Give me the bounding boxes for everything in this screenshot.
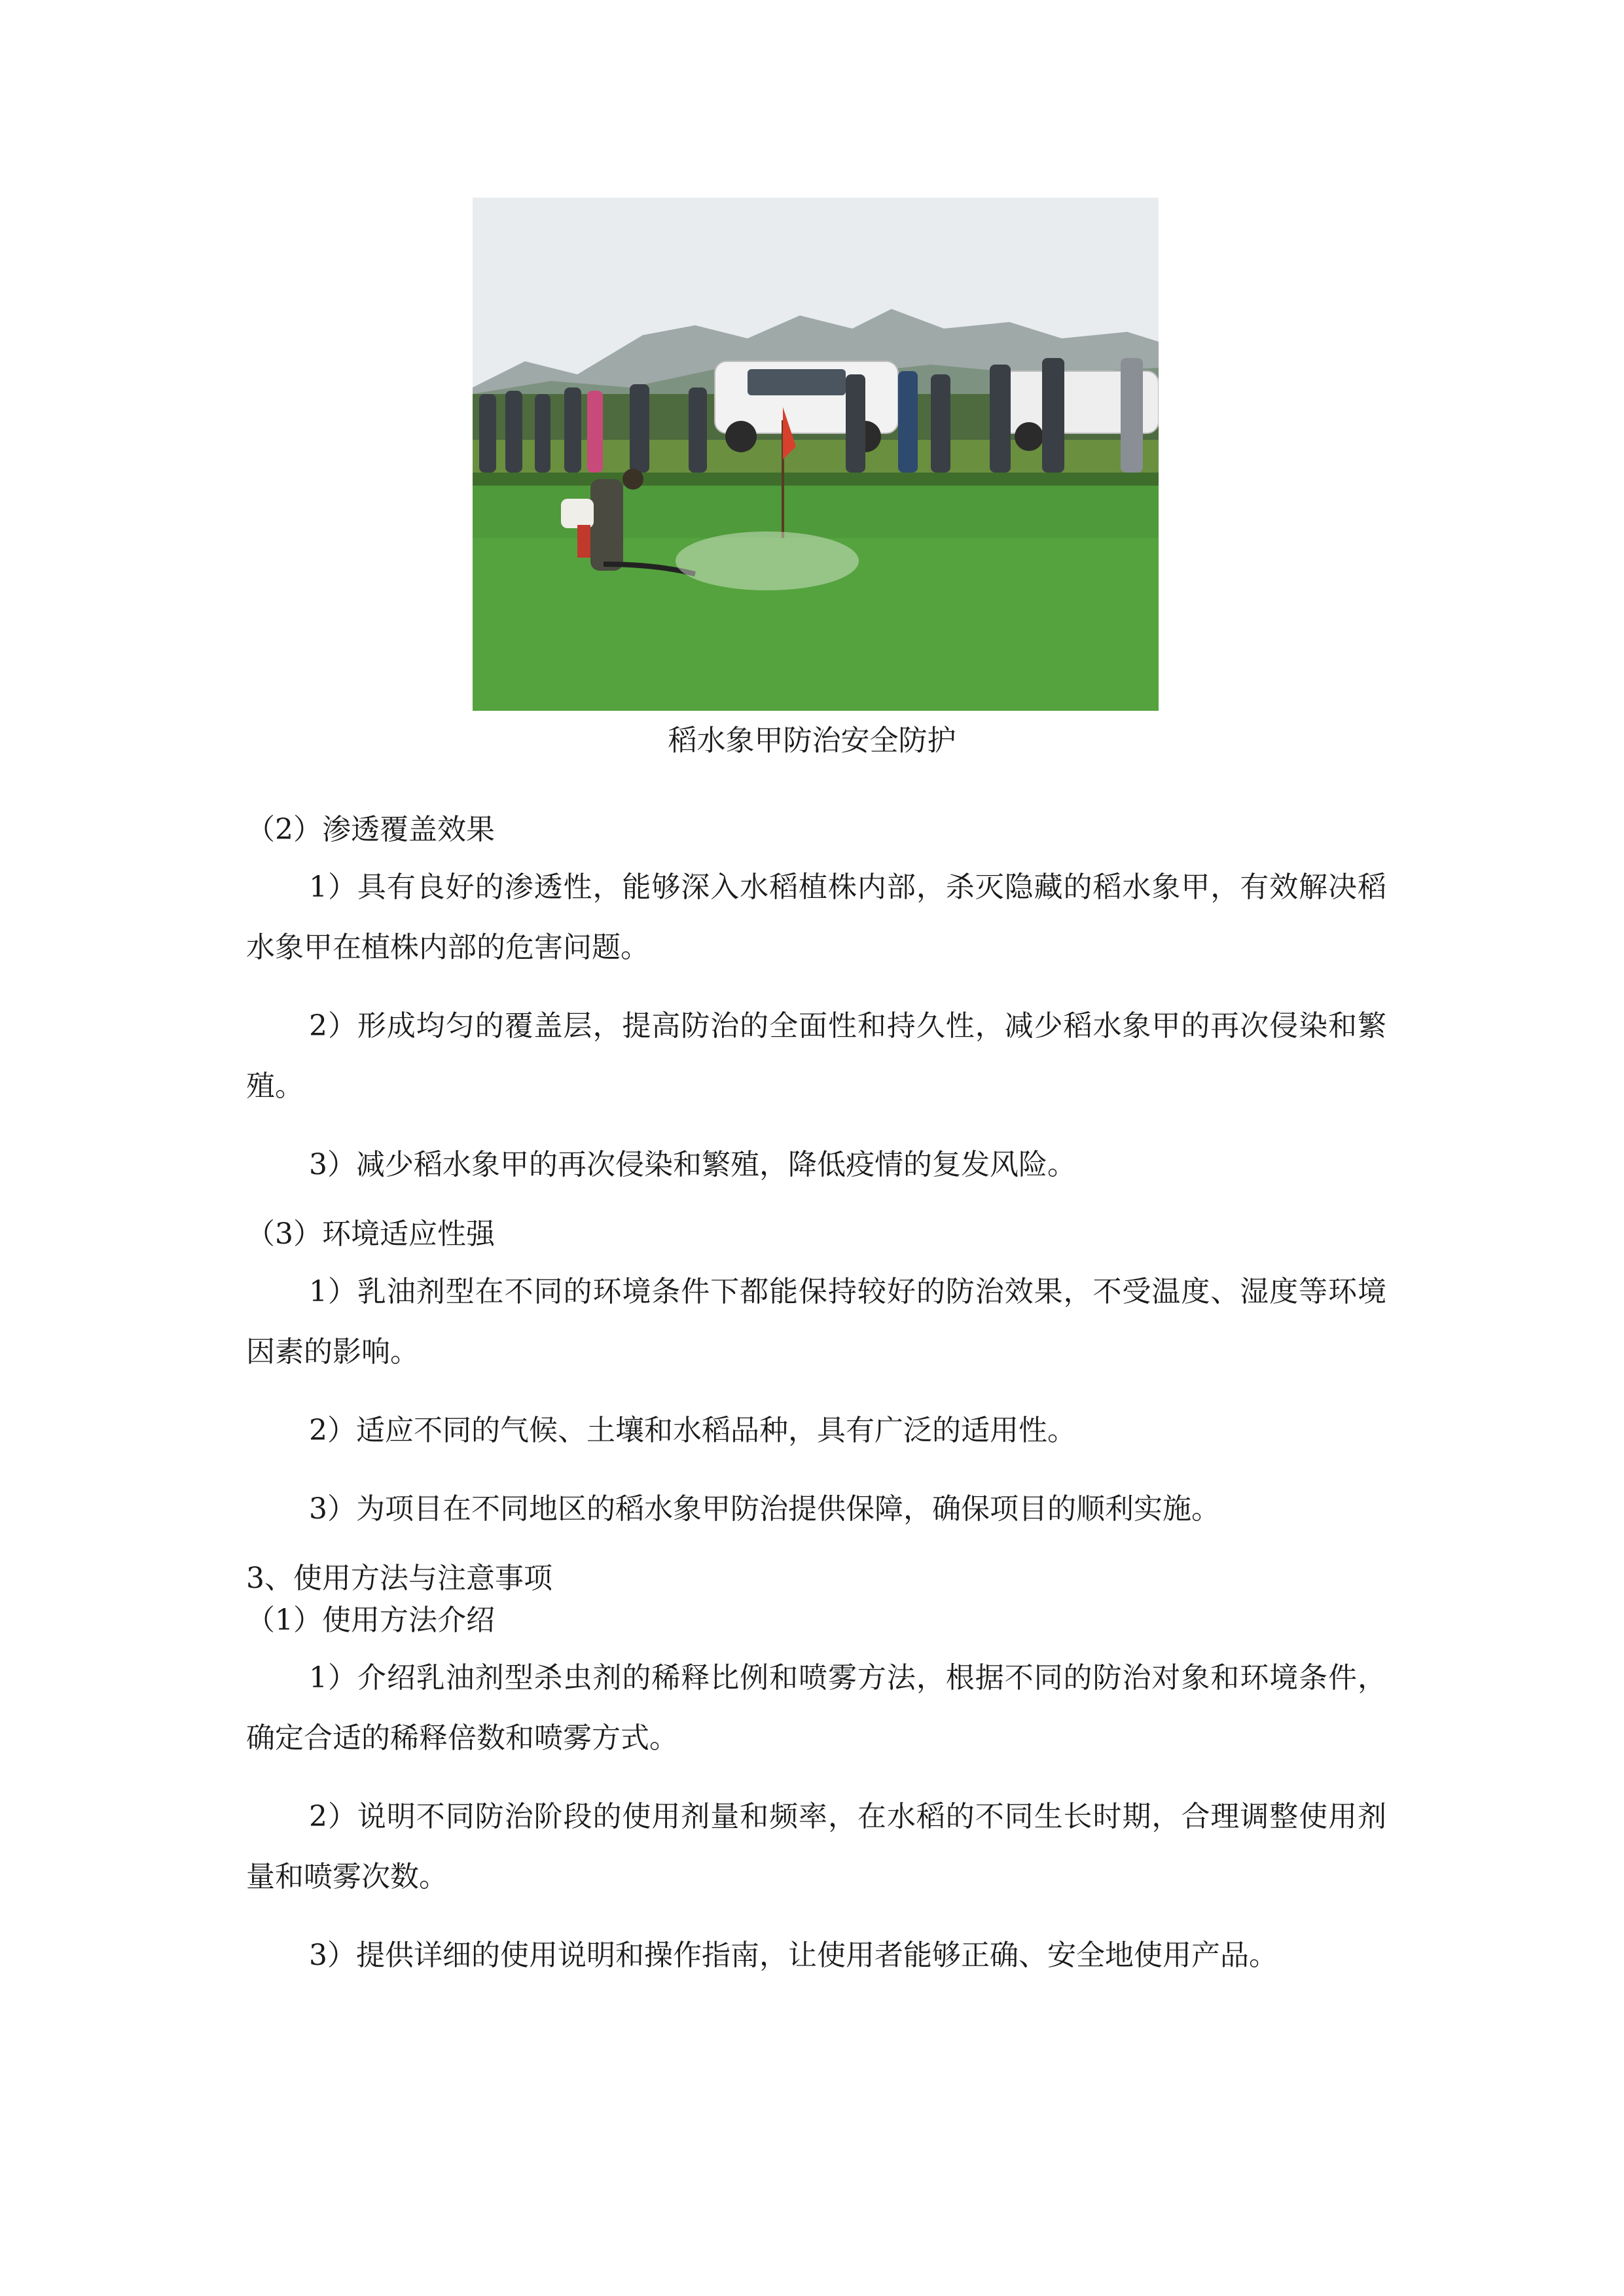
paragraph: 3）减少稻水象甲的再次侵染和繁殖，降低疫情的复发风险。 xyxy=(309,1148,1076,1181)
paragraph: 3）为项目在不同地区的稻水象甲防治提供保障，确保项目的顺利实施。 xyxy=(309,1492,1220,1526)
chapter-heading: 3、使用方法与注意事项 xyxy=(246,1562,552,1595)
document-body xyxy=(246,809,1386,2004)
paragraph: 1）介绍乳油剂型杀虫剂的稀释比例和喷雾方法，根据不同的防治对象和环境条件，确定合适的稀释倍数和喷雾方式。 xyxy=(246,1661,1386,1755)
section-heading-2: （2）渗透覆盖效果 xyxy=(246,813,495,846)
figure-photo xyxy=(473,198,1159,711)
paragraph: 1）具有良好的渗透性，能够深入水稻植株内部，杀灭隐藏的稻水象甲，有效解决稻水象甲在植株内部的危害问题。 xyxy=(246,870,1386,964)
paragraph: 1）乳油剂型在不同的环境条件下都能保持较好的防治效果，不受温度、湿度等环境因素的影响。 xyxy=(246,1275,1386,1369)
paragraph: 2）形成均匀的覆盖层，提高防治的全面性和持久性，减少稻水象甲的再次侵染和繁殖。 xyxy=(246,1009,1386,1103)
section-heading-3: （3）环境适应性强 xyxy=(246,1217,495,1251)
figure-caption: 稻水象甲防治安全防护 xyxy=(668,724,956,757)
rice-field-spraying-photo xyxy=(473,198,1159,711)
paragraph: 2）适应不同的气候、土壤和水稻品种，具有广泛的适用性。 xyxy=(309,1414,1076,1447)
section-heading-usage: （1）使用方法介绍 xyxy=(246,1604,495,1637)
paragraph: 2）说明不同防治阶段的使用剂量和频率，在水稻的不同生长时期，合理调整使用剂量和喷雾次数。 xyxy=(246,1800,1386,1893)
paragraph: 3）提供详细的使用说明和操作指南，让使用者能够正确、安全地使用产品。 xyxy=(309,1939,1278,1972)
